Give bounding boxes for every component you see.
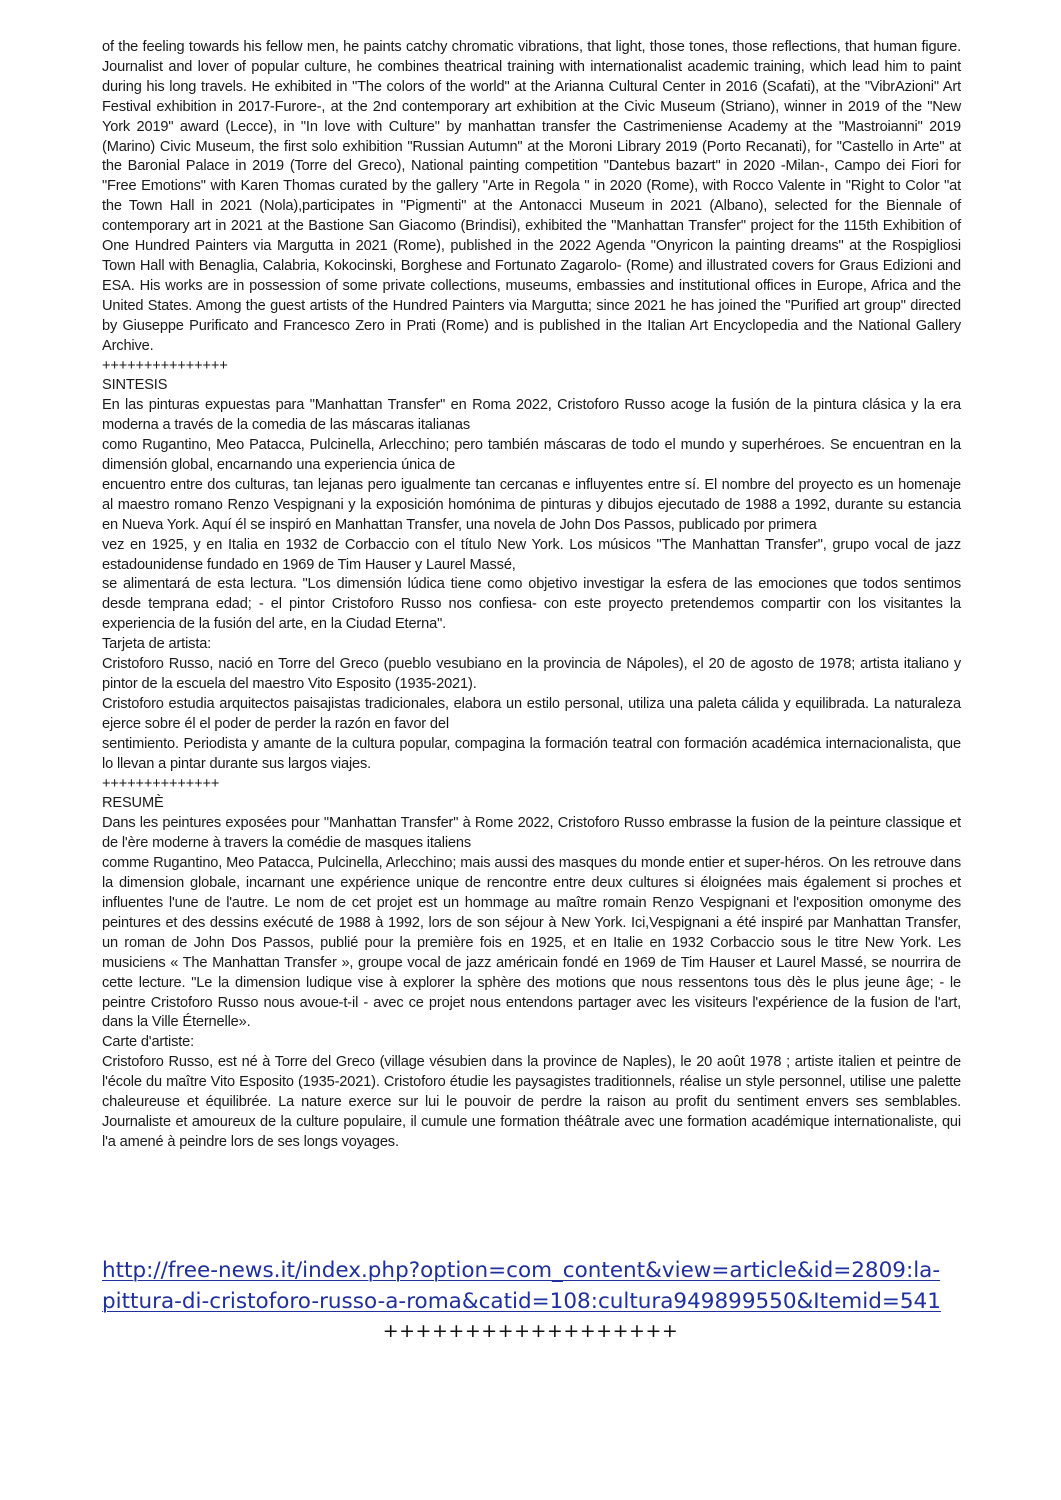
spanish-paragraph-1: En las pinturas expuestas para "Manhattan Transfer" en Roma 2022, Cristoforo Russo acoge la fusión de la pintura clásica y la era moderna a través de la comedia de las máscaras italianas	[102, 397, 961, 434]
spanish-paragraph-5: se alimentará de esta lectura. "Los dimensión lúdica tiene como objetivo investigar la esfera de las emociones que todos sentimos desde temprana edad; - el pintor Cristoforo Russo nos confiesa- con este proyecto pretendemos compartir con los visitantes la experiencia de la fusión del arte, en la Ciudad Eterna".	[102, 576, 961, 633]
spanish-paragraph-8: sentimiento. Periodista y amante de la cultura popular, compagina la formación teatral con formación académica internacionalista, que lo llevan a pintar durante sus largos viajes.	[102, 735, 961, 772]
french-paragraph-3: Cristoforo Russo, est né à Torre del Greco (village vésubien dans la province de Naples), le 20 août 1978 ; artiste italien et peintre de l'école du maître Vito Esposito (1935-2021). Cristoforo étudie les paysagistes traditionnels, réalise un style personnel, utilise une palette chaleureuse et équilibrée. La nature exerce sur lui le pouvoir de perdre la raison au profit du sentiment envers ses semblables. Journaliste et amoureux de la culture populaire, il cumule une formation théâtrale avec une formation académique internationaliste, qui l'a amené à peindre lors de ses longs voyages.	[102, 1054, 961, 1150]
source-link[interactable]	[102, 1255, 982, 1317]
spanish-paragraph-6: Cristoforo Russo, nació en Torre del Greco (pueblo vesubiano en la provincia de Nápoles), el 20 de agosto de 1978; artista italiano y pintor de la escuela del maestro Vito Esposito (1935-2021).	[102, 656, 961, 692]
french-paragraph-1: Dans les peintures exposées pour "Manhattan Transfer" à Rome 2022, Cristoforo Russo embrasse la fusion de la peinture classique et de l'ère moderne à travers la comédie de masques italiens	[102, 815, 961, 852]
spanish-paragraph-4: vez en 1925, y en Italia en 1932 de Corbaccio con el título New York. Los músicos "The Manhattan Transfer", grupo vocal de jazz estadounidense fundado en 1969 de Tim Hauser y Laurel Massé,	[102, 536, 961, 573]
spanish-card-heading: Tarjeta de artista:	[102, 636, 212, 653]
french-separator: ++++++++++++++	[102, 775, 220, 792]
french-paragraph-2: comme Rugantino, Meo Patacca, Pulcinella, Arlecchino; mais aussi des masques du monde entier et super-héros. On les retrouve dans la dimension globale, incarnant une expérience unique de rencontre entre deux cultures si éloignées mais également si proches et influentes l'une de l'autre. Le nom de cet projet est un hommage au maître romain Renzo Vespignani et l'exposition omonyme des peintures et des dessins exécuté de 1988 à 1992, lors de son séjour à New York. Ici,Vespignani a été inspiré par Manhattan Transfer, un roman de John Dos Passos, publié pour la première fois en 1925, et en Italie en 1932 Corbaccio sous le titre New York. Les musiciens « The Manhattan Transfer », groupe vocal de jazz américain fondé en 1969 de Tim Hauser et Laurel Massé, se nourrira de cette lecture. "Le la dimension ludique vise à explorer la sphère des motions que nous ressentons tous dès le plus jeune âge; - le peintre Cristoforo Russo nous avoue-t-il - avec ce projet nous entendons partager avec les visiteurs l'expérience de la fusion de l'art, dans la Ville Éternelle».	[102, 855, 961, 1031]
english-bio-paragraph: of the feeling towards his fellow men, he paints catchy chromatic vibrations, that light, those tones, those reflections, that human figure. Journalist and lover of popular culture, he combines theatrical training with internationalist academic training, which lead him to paint during his long travels. He exhibited in "The colors of the world" at the Arianna Cultural Center in 2016 (Scafati), at the "VibrAzioni" Art Festival exhibition in 2017-Furore-, at the 2nd contemporary art exhibition at the Civic Museum (Striano), winner in 2019 of the "New York 2019" award (Lecce), in "In love with Culture" by manhattan transfer the Castrimeniense Academy at the "Mastroianni" 2019 (Marino) Civic Museum, the first solo exhibition "Russian Autumn" at the Moroni Library 2019 (Porto Recanati), for "Castello in Arte" at the Baronial Palace in 2019 (Torre del Greco), National painting competition "Dantebus bazart" in 2020 -Milan-, Campo dei Fiori for "Free Emotions" with Karen Thomas curated by the gallery "Arte in Regola " in 2020 (Rome), with Rocco Valente in "Right to Color "at the Town Hall in 2021 (Nola),participates in "Pigmenti" at the Antonacci Museum in 2021 (Albano), selected for the Biennale of contemporary art in 2021 at the Bastione San Giacomo (Brindisi), exhibited the "Manhattan Transfer" project for the 115th Exhibition of One Hundred Painters via Margutta in 2021 (Rome), published in the 2022 Agenda "Onyricon la painting dreams" at the Rospigliosi Town Hall with Benaglia, Calabria, Kokocinski, Borghese and Fortunato Zagarolo- (Rome) and illustrated covers for Graus Edizioni and ESA. His works are in possession of some private collections, museums, embassies and institutional offices in Europe, Africa and the United States. Among the guest artists of the Hundred Painters via Margutta; since 2021 he has joined the "Purified art group" directed by Giuseppe Purificato and Francesco Zero in Prati (Rome) and is published in the Italian Art Encyclopedia and the National Gallery Archive.	[102, 39, 961, 354]
footer-separator: ++++++++++++++++++	[382, 1320, 679, 1342]
french-heading: RESUMÈ	[102, 795, 164, 812]
source-link-line-2[interactable]: pittura-di-cristoforo-russo-a-roma&catid=108:cultura949899550&Itemid=541	[102, 1289, 941, 1314]
spanish-paragraph-2: como Rugantino, Meo Patacca, Pulcinella, Arlecchino; pero también máscaras de todo el mundo y superhéroes. Se encuentran en la dimensión global, encarnando una experiencia única de	[102, 437, 961, 474]
spanish-paragraph-7: Cristoforo estudia arquitectos paisajistas tradicionales, elabora un estilo personal, utiliza una paleta cálida y equilibrada. La naturaleza ejerce sobre él el poder de perder la razón en favor del	[102, 695, 961, 732]
article-body	[102, 38, 961, 1153]
source-link-line-1[interactable]: http://free-news.it/index.php?option=com_content&view=article&id=2809:la-	[102, 1258, 941, 1283]
spanish-heading: SINTESIS	[102, 377, 168, 394]
spanish-paragraph-3: encuentro entre dos culturas, tan lejanas pero igualmente tan cercanas e influyentes entre sí. El nombre del proyecto es un homenaje al maestro romano Renzo Vespignani y la exposición homónima de pinturas y dibujos ejecutado de 1988 a 1992, durante su estancia en Nueva York. Aquí él se inspiró en Manhattan Transfer, una novela de John Dos Passos, publicado por primera	[102, 476, 961, 533]
french-card-heading: Carte d'artiste:	[102, 1034, 195, 1051]
spanish-separator: +++++++++++++++	[102, 357, 228, 374]
